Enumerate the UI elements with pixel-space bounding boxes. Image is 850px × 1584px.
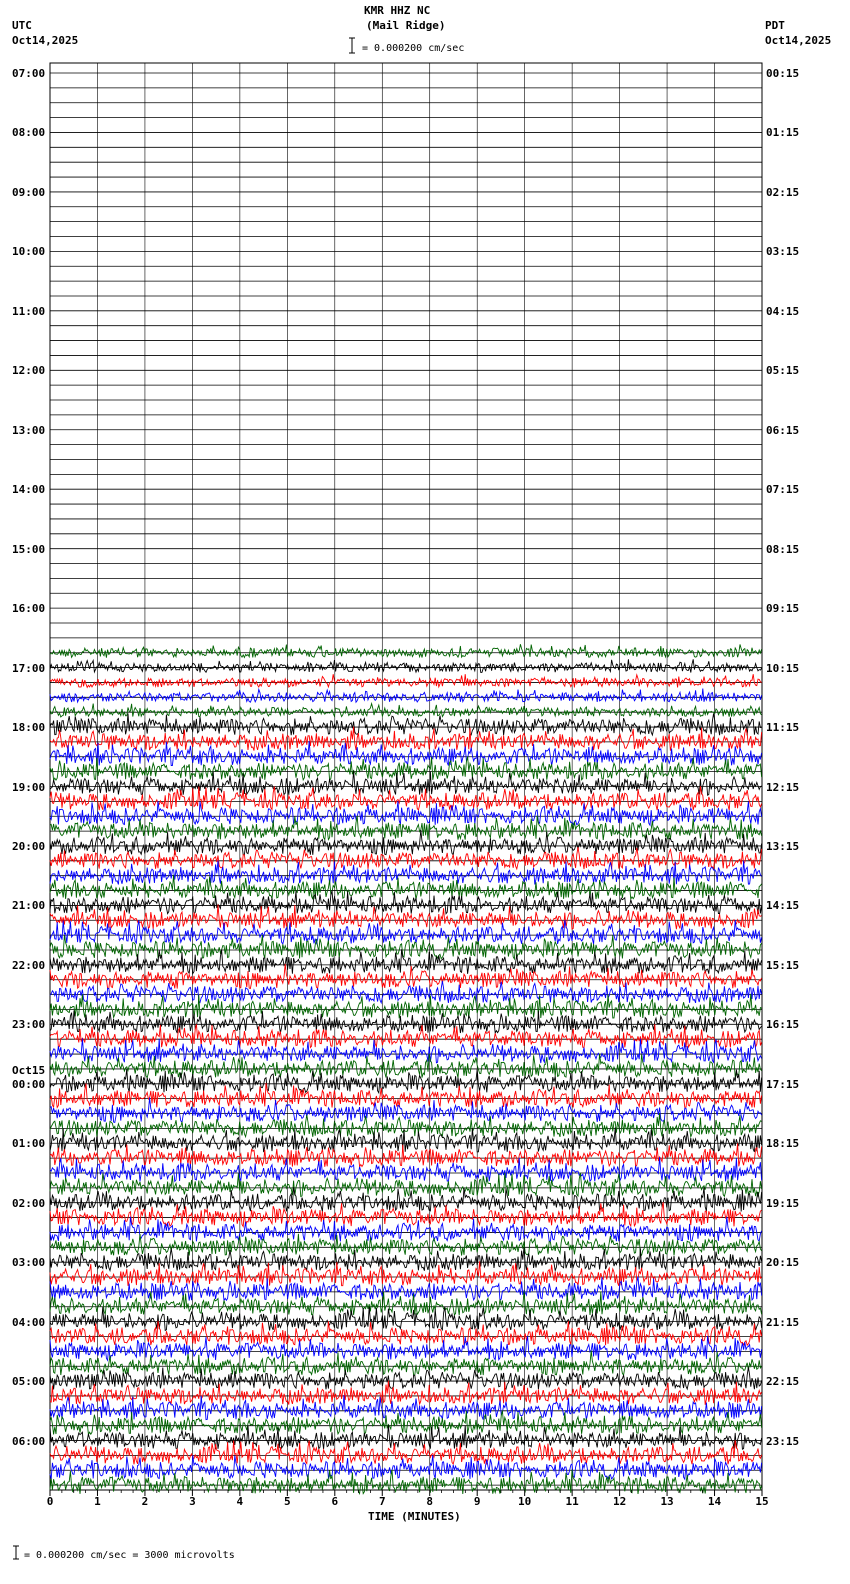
- seismic-trace: [50, 704, 762, 717]
- pdt-hour-label: 14:15: [766, 899, 800, 913]
- x-tick-label: 2: [141, 1495, 149, 1508]
- date-change-label: Oct15: [12, 1063, 46, 1077]
- pdt-hour-label: 13:15: [766, 839, 800, 853]
- utc-hour-label: 08:00: [12, 126, 46, 140]
- utc-hour-label: 05:00: [12, 1375, 46, 1389]
- x-tick-label: 15: [755, 1495, 769, 1508]
- x-tick-label: 1: [94, 1495, 101, 1508]
- seismic-trace: [50, 713, 762, 735]
- seismic-trace: [50, 1307, 762, 1331]
- x-tick-label: 6: [331, 1495, 339, 1508]
- pdt-hour-label: 16:15: [766, 1018, 800, 1032]
- x-tick-label: 10: [518, 1495, 532, 1508]
- seismic-trace: [50, 905, 762, 930]
- seismic-trace: [50, 847, 762, 869]
- seismic-trace: [50, 674, 762, 687]
- utc-hour-label: 13:00: [12, 423, 46, 437]
- utc-date: Oct14,2025: [12, 34, 79, 47]
- x-tick-label: 8: [426, 1495, 434, 1508]
- utc-hour-label: 20:00: [12, 839, 46, 853]
- utc-hour-label: 12:00: [12, 364, 46, 378]
- utc-hour-label: 15:00: [12, 542, 46, 556]
- pdt-hour-label: 19:15: [766, 1196, 800, 1210]
- utc-hour-label: 23:00: [12, 1018, 46, 1032]
- footer-scale-note: = 0.000200 cm/sec = 3000 microvolts: [24, 1550, 235, 1561]
- seismic-trace: [50, 861, 762, 885]
- pdt-date: Oct14,2025: [765, 34, 832, 47]
- utc-hour-label: 10:00: [12, 245, 46, 259]
- x-tick-label: 14: [707, 1495, 722, 1508]
- pdt-hour-label: 12:15: [766, 780, 800, 794]
- pdt-hour-label: 08:15: [766, 542, 800, 556]
- scale-label: = 0.000200 cm/sec: [362, 43, 465, 54]
- utc-hour-label: 11:00: [12, 304, 46, 318]
- pdt-hour-label: 15:15: [766, 958, 800, 972]
- x-axis-title: TIME (MINUTES): [368, 1510, 461, 1523]
- x-tick-label: 7: [378, 1495, 386, 1508]
- utc-hour-label: 22:00: [12, 958, 46, 972]
- pdt-hour-label: 07:15: [766, 483, 800, 497]
- pdt-label: PDT: [765, 19, 785, 32]
- seismic-trace: [50, 756, 762, 780]
- utc-hour-label: 18:00: [12, 721, 46, 735]
- seismic-trace: [50, 981, 762, 1003]
- utc-hour-label: 19:00: [12, 780, 46, 794]
- pdt-hour-label: 17:15: [766, 1077, 800, 1091]
- seismic-trace: [50, 890, 762, 914]
- pdt-hour-label: 20:15: [766, 1256, 800, 1270]
- x-tick-label: 5: [284, 1495, 291, 1508]
- x-tick-label: 3: [189, 1495, 196, 1508]
- x-tick-label: 9: [473, 1495, 481, 1508]
- x-tick-label: 4: [236, 1495, 244, 1508]
- pdt-hour-label: 11:15: [766, 721, 800, 735]
- utc-hour-label: 02:00: [12, 1196, 46, 1210]
- pdt-hour-label: 06:15: [766, 423, 800, 437]
- pdt-hour-label: 00:15: [766, 67, 800, 80]
- pdt-hour-label: 02:15: [766, 185, 800, 199]
- seismic-trace: [50, 994, 762, 1019]
- seismic-trace: [50, 1157, 762, 1182]
- seismic-trace: [50, 1038, 762, 1063]
- utc-hour-label: 03:00: [12, 1256, 46, 1270]
- utc-hour-label: 04:00: [12, 1315, 46, 1329]
- x-tick-label: 13: [660, 1495, 674, 1508]
- utc-hour-label: 07:00: [12, 67, 46, 80]
- seismic-trace: [50, 1217, 762, 1242]
- station-location: (Mail Ridge): [366, 19, 446, 32]
- seismic-trace: [50, 1024, 762, 1048]
- pdt-hour-label: 22:15: [766, 1375, 800, 1389]
- pdt-hour-label: 09:15: [766, 602, 800, 616]
- seismic-trace: [50, 1261, 762, 1286]
- pdt-hour-label: 03:15: [766, 245, 800, 259]
- seismic-trace: [50, 659, 762, 672]
- seismic-trace: [50, 1351, 762, 1376]
- pdt-hour-label: 18:15: [766, 1137, 800, 1151]
- x-tick-label: 12: [612, 1495, 627, 1508]
- x-tick-label: 11: [565, 1495, 579, 1508]
- seismic-trace: [50, 1069, 762, 1093]
- seismic-trace: [50, 786, 762, 810]
- seismic-trace: [50, 727, 762, 751]
- seismic-trace: [50, 949, 762, 974]
- utc-hour-label: 01:00: [12, 1137, 46, 1151]
- pdt-hour-label: 04:15: [766, 304, 800, 318]
- utc-hour-label: 00:00: [12, 1077, 46, 1091]
- station-title: KMR HHZ NC: [364, 4, 431, 17]
- pdt-hour-label: 23:15: [766, 1434, 800, 1448]
- utc-hour-label: 09:00: [12, 185, 46, 199]
- utc-hour-label: 06:00: [12, 1434, 46, 1448]
- pdt-hour-label: 10:15: [766, 661, 800, 675]
- seismic-trace: [50, 644, 762, 658]
- seismic-trace: [50, 935, 762, 959]
- pdt-hour-label: 21:15: [766, 1315, 800, 1329]
- utc-hour-label: 14:00: [12, 483, 46, 497]
- x-tick-label: 0: [46, 1495, 54, 1508]
- utc-hour-label: 17:00: [12, 661, 46, 675]
- seismic-trace: [50, 689, 762, 703]
- utc-hour-label: 21:00: [12, 899, 46, 913]
- pdt-hour-label: 01:15: [766, 126, 800, 140]
- pdt-hour-label: 05:15: [766, 364, 800, 378]
- utc-hour-label: 16:00: [12, 602, 46, 616]
- seismic-trace: [50, 1336, 762, 1360]
- x-axis: [47, 1490, 769, 1508]
- utc-label: UTC: [12, 19, 32, 32]
